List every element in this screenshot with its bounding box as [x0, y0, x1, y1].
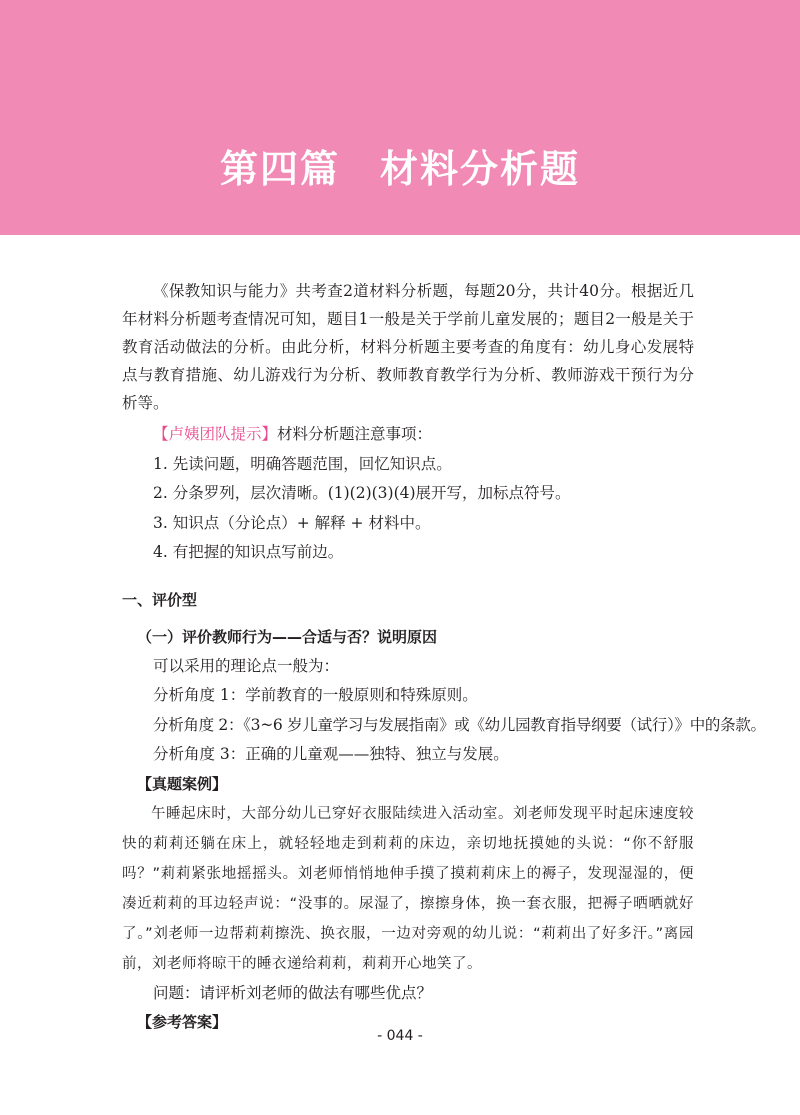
- tip-item-2: 2. 分条罗列，层次清晰。(1)(2)(3)(4)展开写，加标点符号。: [153, 484, 571, 502]
- subsection-heading: （一）评价教师行为——合适与否？说明原因: [137, 627, 438, 646]
- tip-text: 材料分析题注意事项：: [277, 425, 433, 443]
- question-text: 问题：请评析刘老师的做法有哪些优点？: [153, 983, 433, 1002]
- analysis-angle-1: 分析角度 1：学前教育的一般原则和特殊原则。: [153, 686, 478, 704]
- chapter-title: 第四篇 材料分析题: [219, 147, 580, 191]
- theory-lead: 可以采用的理论点一般为：: [153, 656, 340, 675]
- section-heading: 一、评价型: [122, 590, 198, 609]
- tip-item-1: 1. 先读问题，明确答题范围，回忆知识点。: [153, 454, 452, 473]
- case-heading: 【真题案例】: [137, 774, 228, 793]
- tip-line: [122, 420, 694, 450]
- tip-label: 【卢姨团队提示】: [153, 425, 278, 443]
- analysis-angle-2: 分析角度 2：《3~6 岁儿童学习与发展指南》或《幼儿园教育指导纲要（试行）》中的条款。: [153, 715, 766, 734]
- intro-paragraph: 《保教知识与能力》共考查2道材料分析题，每题20分，共计40分。根据近几年材料分析题考查情况可知，题目1一般是关于学前儿童发展的；题目2一般是关于教育活动做法的分析。由此分析，材料分析题主要考查的角度有：幼儿身心发展特点与教育措施、幼儿游戏行为分析、教师教育教学行为分析、教师游戏干预行为分析等。: [122, 282, 694, 412]
- chapter-banner: [0, 0, 800, 235]
- page-content: [122, 277, 766, 1037]
- tip-item-3: 3. 知识点（分论点）+ 解释 + 材料中。: [153, 513, 431, 532]
- tip-item-4: 4. 有把握的知识点写前边。: [153, 543, 344, 561]
- page-number: - 044 -: [377, 1028, 423, 1044]
- case-text: 午睡起床时，大部分幼儿已穿好衣服陆续进入活动室。刘老师发现平时起床速度较快的莉莉还躺在床上，就轻轻地走到莉莉的床边，亲切地抚摸她的头说：“你不舒服吗？”莉莉紧张地摇摇头。刘老师悄悄地伸手摸了摸莉莉床上的褥子，发现湿湿的，便凑近莉莉的耳边轻声说：“没事的。尿湿了，擦擦身体，换一套衣服，把褥子晒晒就好了。”刘老师一边帮莉莉擦洗、换衣服，一边对旁观的幼儿说：“莉莉出了好多汗。”离园前，刘老师将晾干的睡衣递给莉莉，莉莉开心地笑了。: [122, 805, 694, 972]
- answer-heading: 【参考答案】: [137, 1013, 228, 1031]
- analysis-angle-3: 分析角度 3：正确的儿童观——独特、独立与发展。: [153, 745, 509, 763]
